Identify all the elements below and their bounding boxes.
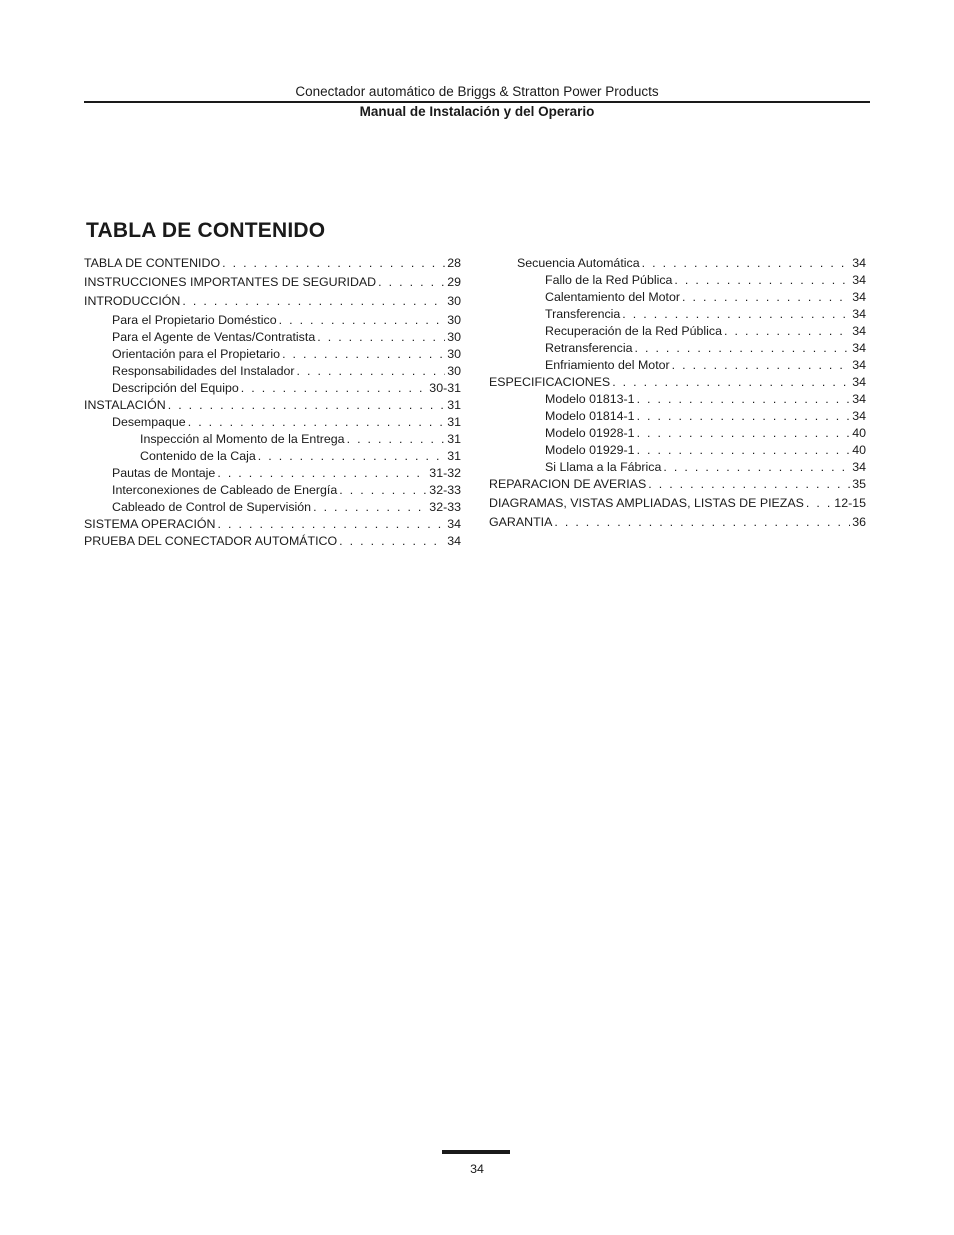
toc-entry[interactable]: Enfriamiento del Motor . . . 34 — [489, 357, 866, 374]
toc-entry[interactable]: INTRODUCCIÓN . . . 30 — [84, 293, 461, 310]
header-product-line: Conectador automático de Briggs & Stratton Power Products — [295, 84, 659, 99]
toc-entry[interactable]: Recuperación de la Red Pública . . . 34 — [489, 323, 866, 340]
toc-entry[interactable]: Contenido de la Caja . . . 31 — [84, 448, 461, 465]
toc-entry[interactable]: Para el Agente de Ventas/Contratista . . . 30 — [84, 329, 461, 346]
toc-entry[interactable]: Pautas de Montaje . . . 31-32 — [84, 465, 461, 482]
toc-entry[interactable]: Calentamiento del Motor . . . 34 — [489, 289, 866, 306]
toc-right-column — [489, 255, 866, 531]
toc-entry[interactable]: Modelo 01813-1 . . . 34 — [489, 391, 866, 408]
page-number: 34 — [470, 1162, 484, 1176]
toc-entry[interactable]: REPARACION DE AVERIAS . . . 35 — [489, 476, 866, 493]
toc-entry[interactable]: INSTRUCCIONES IMPORTANTES DE SEGURIDAD . . . 29 — [84, 274, 461, 291]
toc-entry[interactable]: Modelo 01929-1 . . . 40 — [489, 442, 866, 459]
toc-entry[interactable]: Retransferencia . . . 34 — [489, 340, 866, 357]
toc-entry[interactable]: ESPECIFICACIONES . . . 34 — [489, 374, 866, 391]
toc-entry[interactable]: Modelo 01928-1 . . . 40 — [489, 425, 866, 442]
page-title: TABLA DE CONTENIDO — [86, 219, 326, 242]
toc-entry[interactable]: Modelo 01814-1 . . . 34 — [489, 408, 866, 425]
toc-entry[interactable]: Fallo de la Red Pública . . . 34 — [489, 272, 866, 289]
page-number-bar — [442, 1150, 510, 1154]
toc-entry[interactable]: Transferencia . . . 34 — [489, 306, 866, 323]
toc-entry[interactable]: INSTALACIÓN . . . 31 — [84, 397, 461, 414]
toc-entry[interactable]: Interconexiones de Cableado de Energía . . . 32-33 — [84, 482, 461, 499]
header-rule — [84, 101, 870, 103]
header-manual-title: Manual de Instalación y del Operario — [359, 104, 595, 119]
toc-entry[interactable]: SISTEMA OPERACIÓN . . . 34 — [84, 516, 461, 533]
toc-entry[interactable]: Para el Propietario Doméstico . . . 30 — [84, 312, 461, 329]
toc-entry[interactable]: DIAGRAMAS, VISTAS AMPLIADAS, LISTAS DE PIEZAS . . . 12-15 — [489, 495, 866, 512]
toc-entry[interactable]: Cableado de Control de Supervisión . . . 32-33 — [84, 499, 461, 516]
toc-entry[interactable]: Descripción del Equipo . . . 30-31 — [84, 380, 461, 397]
toc-entry[interactable]: TABLA DE CONTENIDO . . . 28 — [84, 255, 461, 272]
toc-entry[interactable]: GARANTIA . . . 36 — [489, 514, 866, 531]
toc-entry[interactable]: Inspección al Momento de la Entrega . . . 31 — [84, 431, 461, 448]
toc-entry[interactable]: PRUEBA DEL CONECTADOR AUTOMÁTICO . . . 34 — [84, 533, 461, 550]
toc-entry[interactable]: Si Llama a la Fábrica . . . 34 — [489, 459, 866, 476]
toc-entry[interactable]: Desempaque . . . 31 — [84, 414, 461, 431]
toc-entry[interactable]: Secuencia Automática . . . 34 — [489, 255, 866, 272]
toc-entry[interactable]: Orientación para el Propietario . . . 30 — [84, 346, 461, 363]
toc-left-column — [84, 255, 461, 550]
toc-entry[interactable]: Responsabilidades del Instalador . . . 30 — [84, 363, 461, 380]
